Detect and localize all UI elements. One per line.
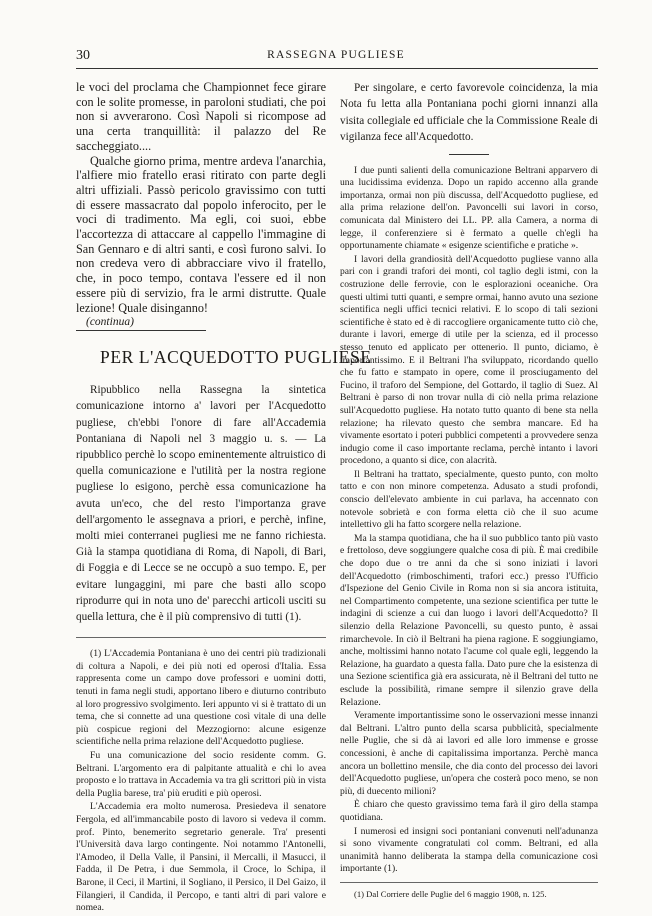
continua-note: (continua) [86,316,134,329]
footnote-rule [76,637,326,638]
quoted-paragraph-2: I lavori della grandiosità dell'Acquedotto pugliese vanno alla pari con i grandi trafori dei monti, col taglio degli istmi, con la costruzione delle ferrovie, con le esplorazioni oceaniche. Ora questi ultimi tutti quanti, e sempre ormai, hanno avuto una sezione scientifica negli uffici tecnici relativi. E lo scopo di tali sezioni scientifiche è stato ed è di raccogliere organicamente tutto ciò che, durante i lavori, emerge di utile per la scienza, ed il processo stesso tenuto ed applicato per ottenerio. Il punto, diciamo, è importantissimo. E il Beltrani l'ha sviluppato, ricordando quello che fu fatto e stampato in opere, come il prosciugamento del Fucino, il traforo del Sempione, del Gottardo, il taglio di Suez. Al Beltrani è parso di non trovar nulla di ciò nella prima relazione sull'Acquedotto pugliese. Ha notato tutto quanto di bene sta nella relazione; ha rilevato questo che sembra mancare. Ed ha vivamente esortato i poteri pubblici competenti a provvedere senza indugio come il caso importante reclama, perchè intanto i lavori procedono, a quanto si dice, con alacrità. [340,253,598,467]
right-intro: Per singolare, e certo favorevole coincidenza, la mia Nota fu letta alla Pontaniana pochi giorni innanzi alla visita collegiale ed ufficiale che la Commissione Reale di vigilanza fece all'Acquedotto. [340,82,598,144]
running-title: RASSEGNA PUGLIESE [267,49,405,61]
header-rule [76,68,598,69]
right-separator [449,154,489,155]
right-footnote-rule [340,882,598,883]
quoted-paragraph-4: Ma la stampa quotidiana, che ha il suo pubblico tanto più vasto e frettoloso, deve soggiungere qualche cosa di più. È mai credibile che dopo due o tre anni da che si sono iniziati i lavori dell'Acquedotto (rimboschimenti, trafori ecc.) presso l'Ufficio d'Ispezione del Genio Civile in Roma non si sia ancora istituita, nel Compartimento competente, una sezione scientifica per tutte le indagini di scienze a cui dan luogo i lavori dell'Acquedotto? Il silenzio della Relazione Pavoncelli, su questo punto, è assai rimarchevole. In ciò il Beltrani ha piena ragione. E soggiungiamo, anche, moltissimi hanno notato l'acume col quale egli, leggendo la Relazione, ha guardato a questa falla. Dato pure che la esistenza di una Sezione scientifica già era assicurata, nè il Beltrani del tutto ne esclude la possibilità, rimane sempre il silenzio grave della Relazione. [340,532,598,708]
footnote-1: (1) L'Accademia Pontaniana è uno dei centri più tradizionali di coltura a Napoli, e dei più noti ed operosi d'Italia. Essa rappresenta come un campo dove professori e uomini dotti, tenuti in fama negli studi, apportano libero e diuturno contributo al loro progressivo svolgimento. Ieri appunto vi si è trattato di un tema, che si connette ad una questione così vitale di una delle più cospicue regioni del Mezzogiorno: alcune esigenze scientifiche nella prima relazione dell'Acquedotto pugliese. [76,648,326,748]
section-separator [76,330,206,331]
article-title: PER L'ACQUEDOTTO PUGLIESE [100,347,372,368]
page-header [76,48,596,66]
footnote-3: L'Accademia era molto numerosa. Presiedeva il senatore Fergola, ed all'immancabile posto di lavoro si vedeva il comm. prof. Pinto, benemerito segretario generale. Tra' presenti l'Università dava largo contingente. Noi notammo l'Antonelli, l'Amodeo, il Della Valle, il Pansini, il Mercalli, il Masucci, il Fadda, il De Petra, i due Semmola, il Croce, lo Schipa, il Barone, il Ceci, il Martini, il Sogliano, il Persico, il Del Gaizo, il Filangieri, il Candida, il Percopo, e tanti altri di pari valore e nomea. [76,801,326,914]
footnote-2: Fu una comunicazione del socio residente comm. G. Beltrani. L'argomento era di palpitante attualità e chi lo avea proposto e lo trattava in Accademia va tra gli scrittori più in vista della Puglia barese, tra' più eruditi e più operosi. [76,750,326,799]
right-footnote: (1) Dal Corriere delle Puglie del 6 maggio 1908, n. 125. [354,888,547,899]
quoted-paragraph-7: I numerosi ed insigni soci pontaniani convenuti nell'adunanza si sono vivamente congratulati col comm. Beltrani, ed alla unanimità hanno deliberata la stampa della comunicazione così importante (1). [340,825,598,875]
footnotes [76,648,326,914]
quoted-paragraph-1: I due punti salienti della comunicazione Beltrani apparvero di una lucidissima evidenza. Dopo un rapido accenno alla grande importanza, ormai non più discussa, dell'Acquedotto pugliese, ed alla prima relazione dell'on. Pavoncelli sui lavori in corso, comunicata dal Ministero dei LL. PP. alla Camera, a norma di legge, il conferenziere si è fermato a quelle ch'egli ha opportunamente chiamate « esigenze scientifiche e pratiche ». [340,164,598,252]
quoted-paragraph-5: Veramente importantissime sono le osservazioni messe innanzi dal Beltrani. L'altro punto della scarsa pubblicità, specialmente nelle Puglie, che si dà ai lavori ed alle loro immense e grosse concessioni, è anche di capitalissima importanza. Perchè manca ancora un bollettino mensile, che dia conto del processo dei lavori dell'Acquedotto pugliese, un'opera che costerà poco meno, se non più, di duecento milioni? [340,710,598,797]
quoted-paragraph-3: Il Beltrani ha trattato, specialmente, questo punto, con molto tatto e con non minore competenza. Adusato a studi profondi, conscio dell'elevato ambiente in cui parlava, ha accennato con notevole sobrietà e con forma eletta ciò che il suo acume intellettivo gli ha fatto scorgere nella relazione. [340,468,598,531]
quoted-paragraph-6: È chiaro che questo gravissimo tema farà il giro della stampa quotidiana. [340,799,598,823]
right-column [340,80,598,900]
page-number: 30 [76,48,90,63]
quoted-article [340,165,598,876]
left-column [76,80,372,916]
article-body: Ripubblico nella Rassegna la sintetica comunicazione intorno a' lavori per l'Acquedotto pugliese, ch'ebbi l'onore di fare all'Accademia Pontaniana di Napoli nel 3 maggio u. s. — La ripubblico perchè lo scopo eminentemente altruistico di quella comunicazione e l'utilità per la nostra regione pugliese lo esigono, perchè essa comunicazione ha avuta un'eco, che del resto l'importanza grave dell'argomento le assegnava a priori, e perchè, infine, molti miei conterranei pugliesi me ne fanno richiesta. Già la stampa quotidiana di Roma, di Napoli, di Bari, di Foggia e di Lecce se ne occupò a suo tempo. E, per evitare lungaggini, mi pare che basti allo scopo riprodurre qui in nota uno de' parecchi articoli usciti su quella lettura, che è il più comprensivo di tutti (1). [76,384,326,624]
continuation-paragraph-2: Qualche giorno prima, mentre ardeva l'anarchia, l'alfiere mio fratello erasi ritirato con parte degli altri uffiziali. Passò pericolo gravissimo con tutti di essere massacrato dal popolo inferocito, per le voci di tradimento. Ma egli, coi suoi, ebbe l'accortezza di attaccare al cappello l'immagine di San Gennaro e di altri santi, e così furono salvi. Io non credeva vero di abbracciare vivo il fratello, che, in poco tempo, contava l'essere ed il non essere più di servizio, fra le armi distrutte. Quale lezione! Quale disinganno! [76,153,326,315]
continuation-paragraph-1: le voci del proclama che Championnet fece girare con le solite promesse, in paroloni studiati, che poi non si avverarono. Così Napoli si ricompose ad una certa tranquillità: il palazzo del Re saccheggiato.... [76,80,326,153]
